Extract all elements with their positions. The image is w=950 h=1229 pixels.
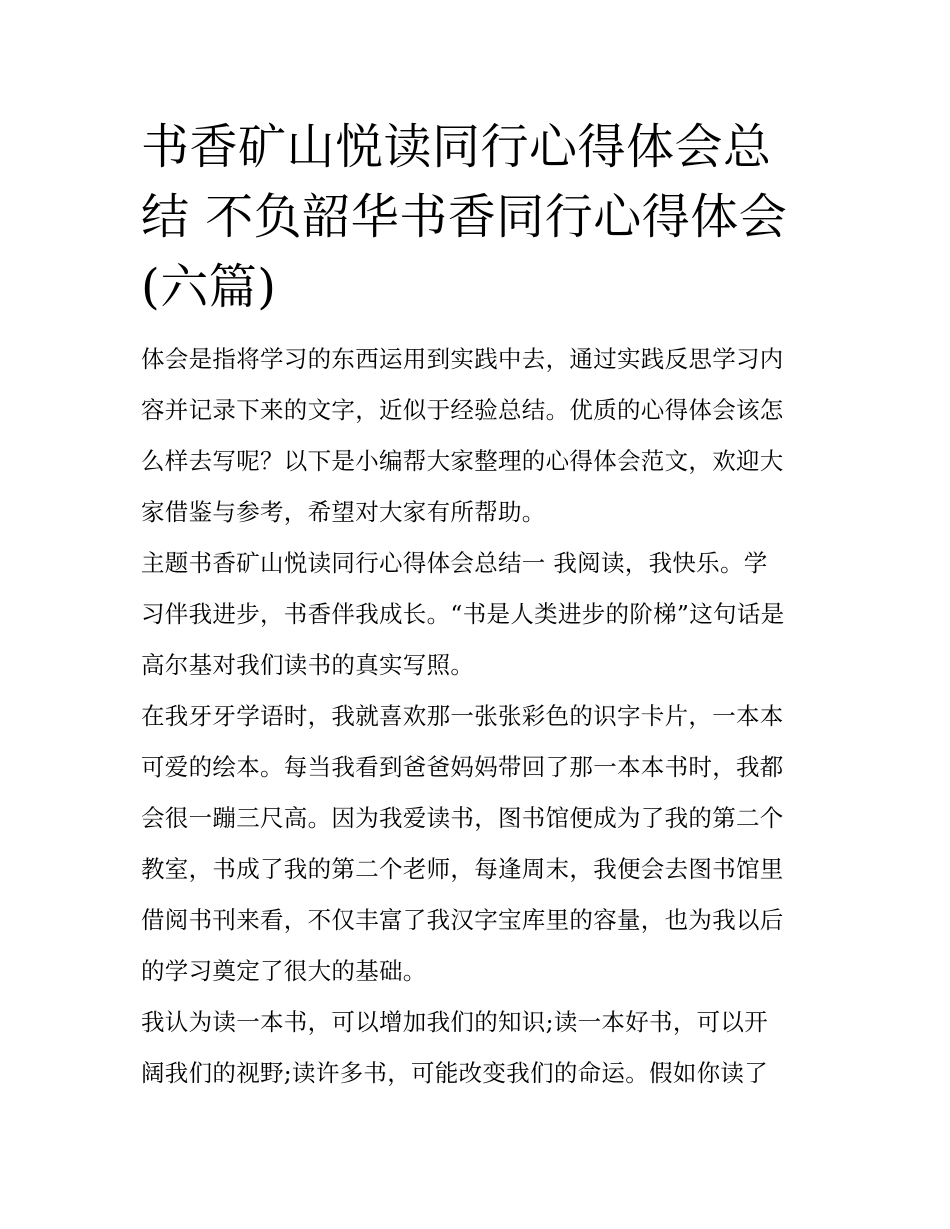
section-one-paragraph [141,538,811,691]
text-line: 在我牙牙学语时，我就喜欢那一张张彩色的识字卡片，一本本 [141,702,784,730]
title-line: 书香矿山悦读同行心得体会总 [141,119,772,175]
title-line: 结 不负韶华书香同行心得体会 [141,189,788,245]
text-line: 容并记录下来的文字，近似于经验总结。优质的心得体会该怎 [141,396,784,424]
document-title [141,112,811,322]
childhood-paragraph [141,691,811,997]
text-line: 么样去写呢？以下是小编帮大家整理的心得体会范文，欢迎大 [141,447,784,475]
text-line: 教室，书成了我的第二个老师，每逢周末，我便会去图书馆里 [141,855,784,883]
text-line: 体会是指将学习的东西运用到实践中去，通过实践反思学习内 [141,345,784,373]
text-line: 的学习奠定了很大的基础。 [141,957,427,985]
intro-paragraph [141,334,811,538]
text-line: 会很一蹦三尺高。因为我爱读书，图书馆便成为了我的第二个 [141,804,784,832]
opinion-paragraph [141,997,811,1099]
title-line: (六篇) [141,259,277,315]
text-line: 我认为读一本书，可以增加我们的知识;读一本好书，可以开 [141,1008,769,1036]
text-line: 可爱的绘本。每当我看到爸爸妈妈带回了那一本本书时，我都 [141,753,784,781]
document-content [141,112,811,1099]
text-line: 借阅书刊来看，不仅丰富了我汉字宝库里的容量，也为我以后 [141,906,784,934]
text-line: 家借鉴与参考，希望对大家有所帮助。 [141,498,546,526]
text-line: 习伴我进步，书香伴我成长。“书是人类进步的阶梯”这句话是 [141,600,785,628]
text-line: 主题书香矿山悦读同行心得体会总结一 我阅读，我快乐。学 [141,549,768,577]
text-line: 高尔基对我们读书的真实写照。 [141,651,475,679]
text-line: 阔我们的视野;读许多书，可能改变我们的命运。假如你读了 [141,1059,769,1087]
document-body [141,334,811,1099]
